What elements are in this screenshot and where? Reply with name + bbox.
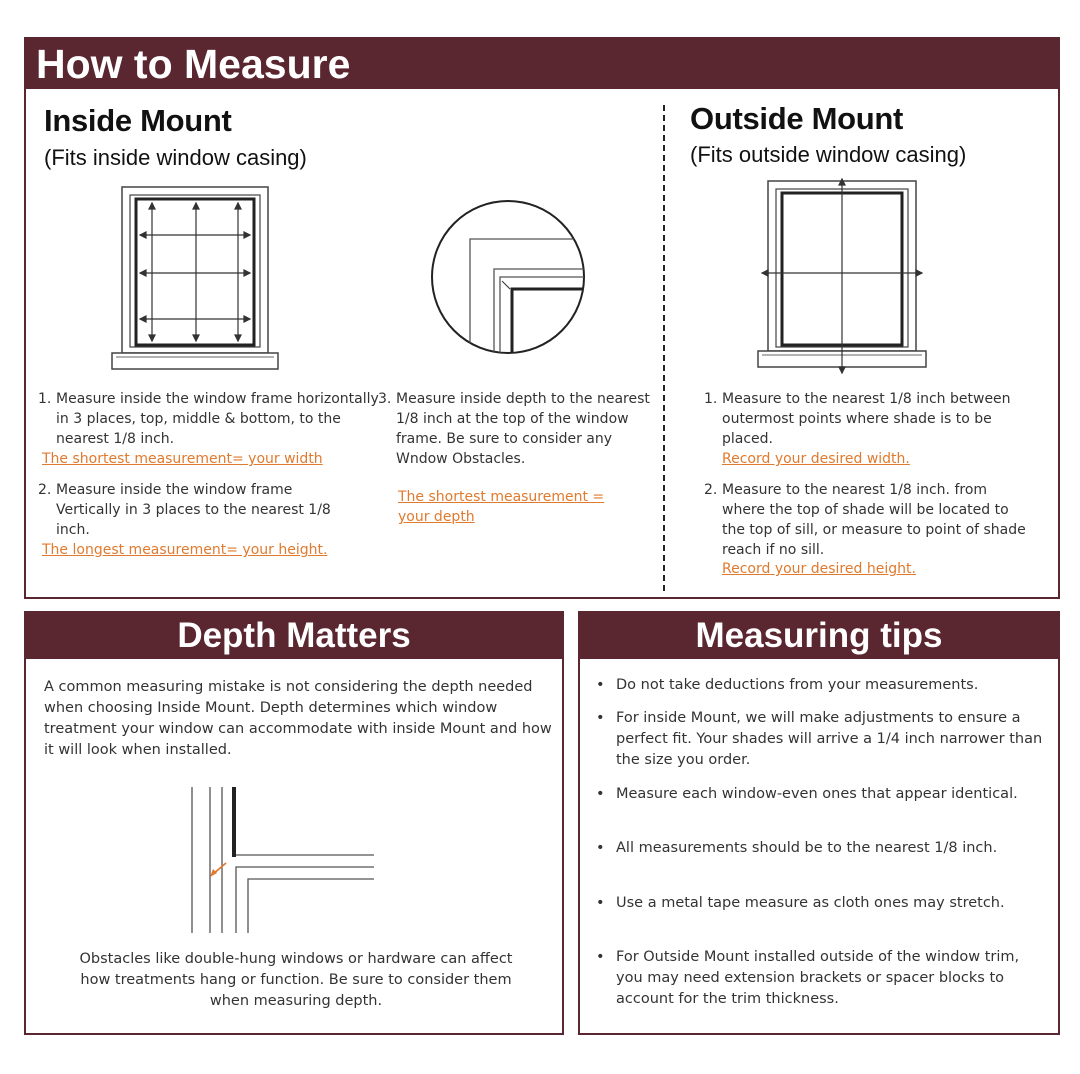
- outside-step-2: [704, 480, 1034, 560]
- outside-step-1-number: 1.: [704, 391, 718, 407]
- tip-bullet: •: [596, 895, 605, 911]
- outside-step-2-note: Record your desired height.: [722, 561, 916, 577]
- depth-matters-intro: A common measuring mistake is not considering the depth needed when choosing Inside Mount. Depth determines which window treatment your window can accommodate with inside Mount and how it will look when installed.: [44, 679, 552, 758]
- tip-item: [596, 708, 1048, 771]
- inside-step-2-text: Measure inside the window frame Vertically in 3 places to the nearest 1/8 inch.: [56, 482, 331, 538]
- outside-step-1-note: Record your desired width.: [722, 451, 910, 467]
- tip-bullet: •: [596, 710, 605, 726]
- tip-text: Measure each window-even ones that appear identical.: [616, 786, 1018, 802]
- tip-item: [596, 784, 1048, 805]
- depth-matters-title: Depth Matters: [177, 616, 411, 655]
- tip-bullet: •: [596, 840, 605, 856]
- tip-bullet: •: [596, 786, 605, 802]
- inside-step-2: [38, 480, 356, 540]
- outside-mount-subtitle: (Fits outside window casing): [690, 142, 967, 167]
- inside-step-3-text: Measure inside depth to the nearest 1/8 inch at the top of the window frame. Be sure to consider any Wndow Obstacles.: [396, 391, 650, 467]
- depth-corner-diagram: [186, 783, 376, 935]
- depth-matters-outro: Obstacles like double-hung windows or hardware can affect how treatments hang or function. Be sure to consider them when measuring depth.: [79, 951, 513, 1009]
- inside-step-1: [38, 389, 386, 449]
- inside-mount-title: Inside Mount: [44, 103, 232, 138]
- inside-step-3-number: 3.: [378, 391, 392, 407]
- outside-step-1-text: Measure to the nearest 1/8 inch between outermost points where shade is to be placed.: [722, 391, 1011, 447]
- tip-item: [596, 893, 1048, 914]
- inside-step-1-number: 1.: [38, 391, 52, 407]
- tip-text: Do not take deductions from your measurements.: [616, 677, 979, 693]
- depth-detail-circle-diagram: [430, 203, 590, 355]
- tip-bullet: •: [596, 677, 605, 693]
- page-title: How to Measure: [36, 41, 351, 87]
- tip-text: For inside Mount, we will make adjustments to ensure a perfect fit. Your shades will arrive a 1/4 inch narrower than the size you order.: [616, 710, 1043, 768]
- measuring-tips-panel: [578, 611, 1060, 1035]
- tip-item: [596, 838, 1048, 859]
- inside-step-2-note: The longest measurement= your height.: [42, 542, 328, 558]
- measuring-tips-banner: [580, 613, 1058, 659]
- outside-step-2-text: Measure to the nearest 1/8 inch. from where the top of shade will be located to the top of sill, or measure to point of shade reach if no sill.: [722, 482, 1026, 558]
- tip-text: All measurements should be to the nearest 1/8 inch.: [616, 840, 998, 856]
- outside-step-1: [704, 389, 1018, 449]
- outside-mount-title: Outside Mount: [690, 101, 904, 136]
- tip-text: Use a metal tape measure as cloth ones may stretch.: [616, 895, 1005, 911]
- depth-matters-panel: [24, 611, 564, 1035]
- mount-divider: [663, 105, 665, 591]
- how-to-measure-panel: [24, 37, 1060, 599]
- inside-step-3: [378, 389, 658, 469]
- inside-step-1-note: The shortest measurement= your width: [42, 451, 323, 467]
- measuring-tips-title: Measuring tips: [695, 616, 943, 655]
- inside-mount-window-diagram: [110, 185, 280, 377]
- inside-step-2-number: 2.: [38, 482, 52, 498]
- outside-step-2-number: 2.: [704, 482, 718, 498]
- depth-matters-banner: [26, 613, 562, 659]
- tip-bullet: •: [596, 949, 605, 965]
- tip-item: [596, 947, 1048, 1010]
- how-to-measure-banner: [26, 39, 1058, 89]
- inside-step-3-note: The shortest measurement = your depth: [398, 489, 605, 525]
- outside-mount-window-diagram: [756, 179, 928, 375]
- inside-step-1-text: Measure inside the window frame horizontally in 3 places, top, middle & bottom, to the nearest 1/8 inch.: [56, 391, 379, 447]
- tip-item: [596, 675, 1048, 696]
- tip-text: For Outside Mount installed outside of the window trim, you may need extension brackets or spacer blocks to account for the trim thickness.: [616, 949, 1020, 1007]
- inside-mount-subtitle: (Fits inside window casing): [44, 145, 307, 170]
